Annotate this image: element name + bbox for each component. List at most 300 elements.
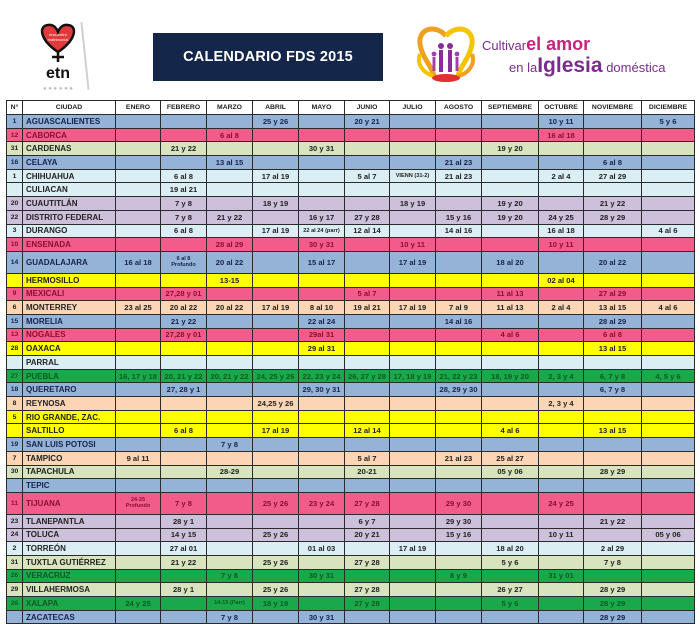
date-cell: 18 y 19 — [253, 597, 299, 611]
date-cell: 29 y 30 — [436, 492, 482, 514]
date-cell — [584, 142, 642, 156]
date-cell: 19 al 21 — [345, 301, 390, 315]
column-header: CIUDAD — [23, 101, 116, 115]
date-cell — [116, 583, 161, 597]
logo-line-2: en laIglesia doméstica — [509, 54, 666, 77]
date-cell — [436, 251, 482, 273]
date-cell: 21 al 23 — [436, 156, 482, 170]
date-cell — [116, 238, 161, 252]
date-cell — [207, 410, 253, 424]
row-number: 2 — [7, 542, 23, 556]
date-cell: 21 y 22 — [207, 210, 253, 224]
date-cell — [253, 569, 299, 583]
date-cell — [207, 451, 253, 465]
date-cell — [584, 183, 642, 197]
date-cell — [207, 542, 253, 556]
date-cell — [253, 273, 299, 287]
date-cell — [482, 479, 539, 493]
date-cell: 4 al 6 — [482, 424, 539, 438]
date-cell — [482, 183, 539, 197]
date-cell: 18 al 20 — [482, 542, 539, 556]
date-cell — [253, 465, 299, 479]
row-number: 13 — [7, 328, 23, 342]
date-cell — [161, 465, 207, 479]
table-row — [7, 424, 695, 438]
date-cell: 2, 3 y 4 — [539, 369, 584, 383]
table-row — [7, 397, 695, 411]
date-cell — [390, 479, 436, 493]
date-cell — [482, 569, 539, 583]
date-cell — [161, 451, 207, 465]
date-cell: 7 y 8 — [207, 610, 253, 624]
date-cell — [584, 356, 642, 370]
date-cell: 28 y 1 — [161, 514, 207, 528]
date-cell — [539, 287, 584, 301]
date-cell — [116, 328, 161, 342]
date-cell — [253, 438, 299, 452]
table-row — [7, 115, 695, 129]
date-cell — [482, 410, 539, 424]
date-cell: 27,28 y 01 — [161, 328, 207, 342]
city-name: SAN LUIS POTOSI — [23, 438, 116, 452]
date-cell — [390, 210, 436, 224]
column-header: SEPTIEMBRE — [482, 101, 539, 115]
date-cell — [299, 183, 345, 197]
date-cell — [482, 397, 539, 411]
date-cell: 6 al 8 — [207, 128, 253, 142]
svg-text:● ● ● ● ● ●: ● ● ● ● ● ● — [42, 86, 74, 92]
date-cell — [642, 597, 695, 611]
city-name: CUAUTITLÁN — [23, 197, 116, 211]
date-cell — [345, 273, 390, 287]
date-cell — [436, 197, 482, 211]
city-name: TIJUANA — [23, 492, 116, 514]
date-cell — [390, 438, 436, 452]
date-cell: 14 y 15 — [161, 528, 207, 542]
table-row — [7, 183, 695, 197]
date-cell — [116, 397, 161, 411]
date-cell — [482, 342, 539, 356]
date-cell: 17 al 19 — [390, 542, 436, 556]
date-cell — [436, 142, 482, 156]
date-cell — [207, 287, 253, 301]
date-cell — [482, 169, 539, 183]
date-cell: 8 al 10 — [299, 301, 345, 315]
table-row — [7, 314, 695, 328]
table-row — [7, 569, 695, 583]
date-cell — [436, 128, 482, 142]
date-cell — [482, 610, 539, 624]
column-header: JULIO — [390, 101, 436, 115]
date-cell: 15 al 17 — [299, 251, 345, 273]
date-cell: 27, 28 y 1 — [161, 383, 207, 397]
date-cell: 6 y 7 — [345, 514, 390, 528]
city-name: ENSENADA — [23, 238, 116, 252]
date-cell — [390, 314, 436, 328]
date-cell — [161, 569, 207, 583]
date-cell — [161, 597, 207, 611]
date-cell — [436, 115, 482, 129]
date-cell — [390, 142, 436, 156]
row-number: 22 — [7, 210, 23, 224]
date-cell — [436, 583, 482, 597]
city-name: TOLUCA — [23, 528, 116, 542]
column-header: AGOSTO — [436, 101, 482, 115]
date-cell: 10 y 11 — [539, 115, 584, 129]
date-cell — [584, 479, 642, 493]
date-cell — [539, 328, 584, 342]
date-cell: 5 al 7 — [345, 287, 390, 301]
date-cell — [642, 210, 695, 224]
date-cell — [436, 610, 482, 624]
date-cell — [642, 542, 695, 556]
table-row — [7, 169, 695, 183]
date-cell: 24, 25 y 26 — [253, 369, 299, 383]
date-cell-line: 6 al 8 — [176, 256, 191, 263]
date-cell: 18 y 19 — [390, 197, 436, 211]
city-name: REYNOSA — [23, 397, 116, 411]
date-cell — [539, 142, 584, 156]
date-cell — [390, 555, 436, 569]
date-cell: 28-29 — [207, 465, 253, 479]
date-cell — [390, 273, 436, 287]
date-cell — [539, 251, 584, 273]
date-cell: 7 y 8 — [207, 569, 253, 583]
city-name: HERMOSILLO — [23, 273, 116, 287]
date-cell — [116, 569, 161, 583]
date-cell — [642, 342, 695, 356]
date-cell: 6 al 8 — [584, 156, 642, 170]
date-cell: 17 al 19 — [253, 301, 299, 315]
date-cell: VIENN (31-2) — [390, 169, 436, 183]
table-row — [7, 479, 695, 493]
date-cell-line: Profundo — [171, 262, 196, 269]
date-cell — [299, 451, 345, 465]
date-cell: 28 y 29 — [584, 210, 642, 224]
date-cell: 6 al 8 — [584, 328, 642, 342]
date-cell: 22 al 24 (parr) — [299, 224, 345, 238]
date-cell: 05 y 06 — [642, 528, 695, 542]
date-cell: 18, 19 y 20 — [482, 369, 539, 383]
date-cell: 10 y 11 — [539, 528, 584, 542]
row-number: 5 — [7, 410, 23, 424]
date-cell — [253, 314, 299, 328]
date-cell — [642, 397, 695, 411]
date-cell — [116, 424, 161, 438]
date-cell: 7 y 8 — [161, 197, 207, 211]
city-name: OAXACA — [23, 342, 116, 356]
date-cell — [207, 115, 253, 129]
row-number — [7, 183, 23, 197]
date-cell — [253, 410, 299, 424]
date-cell — [207, 342, 253, 356]
date-cell: 28 y 29 — [584, 610, 642, 624]
date-cell: 27 y 28 — [345, 583, 390, 597]
date-cell — [482, 438, 539, 452]
date-cell — [642, 492, 695, 514]
row-number: 8 — [7, 397, 23, 411]
date-cell — [253, 128, 299, 142]
date-cell — [345, 542, 390, 556]
date-cell: 17 al 19 — [253, 424, 299, 438]
table-row — [7, 224, 695, 238]
date-cell: 30 y 31 — [299, 569, 345, 583]
date-cell — [642, 287, 695, 301]
date-cell: 13 al 15 — [584, 424, 642, 438]
date-cell — [207, 479, 253, 493]
date-cell — [436, 410, 482, 424]
date-cell — [116, 410, 161, 424]
date-cell: 22 al 24 — [299, 314, 345, 328]
city-name: TLANEPANTLA — [23, 514, 116, 528]
date-cell: 20, 21 y 22 — [161, 369, 207, 383]
table-row — [7, 128, 695, 142]
date-cell — [642, 169, 695, 183]
row-number: 3 — [7, 224, 23, 238]
date-cell — [482, 383, 539, 397]
column-header: MAYO — [299, 101, 345, 115]
date-cell — [390, 397, 436, 411]
date-cell — [642, 569, 695, 583]
date-cell — [299, 597, 345, 611]
row-number: 18 — [7, 383, 23, 397]
date-cell — [642, 465, 695, 479]
date-cell — [390, 183, 436, 197]
city-name: XALAPA — [23, 597, 116, 611]
date-cell — [436, 287, 482, 301]
date-cell: 27 al 29 — [584, 169, 642, 183]
date-cell: 17 al 19 — [253, 169, 299, 183]
date-cell: 16 al 18 — [539, 128, 584, 142]
date-cell — [482, 224, 539, 238]
date-cell: 21, 22 y 23 — [436, 369, 482, 383]
table-row — [7, 287, 695, 301]
date-cell — [253, 542, 299, 556]
date-cell: 24 y 25 — [116, 597, 161, 611]
date-cell: 21 al 23 — [436, 451, 482, 465]
table-row — [7, 465, 695, 479]
date-cell — [642, 156, 695, 170]
date-cell — [345, 438, 390, 452]
date-cell: 01 al 03 — [299, 542, 345, 556]
date-cell — [584, 238, 642, 252]
date-cell — [482, 128, 539, 142]
date-cell — [207, 328, 253, 342]
date-cell: 19 y 20 — [482, 210, 539, 224]
date-cell — [539, 465, 584, 479]
date-cell — [299, 128, 345, 142]
date-cell — [539, 542, 584, 556]
date-cell — [207, 583, 253, 597]
date-cell — [539, 555, 584, 569]
table-row — [7, 238, 695, 252]
heart-logo-icon — [28, 22, 98, 94]
date-cell: 17 al 19 — [390, 251, 436, 273]
date-cell — [436, 438, 482, 452]
date-cell: 5 al 7 — [345, 451, 390, 465]
date-cell — [642, 424, 695, 438]
date-cell — [116, 465, 161, 479]
date-cell — [345, 410, 390, 424]
date-cell — [584, 528, 642, 542]
date-cell — [584, 273, 642, 287]
date-cell — [482, 356, 539, 370]
city-name: MORELIA — [23, 314, 116, 328]
city-name: RIO GRANDE, ZAC. — [23, 410, 116, 424]
city-name: ZACATECAS — [23, 610, 116, 624]
date-cell — [161, 397, 207, 411]
date-cell — [345, 156, 390, 170]
date-cell: 6, 7 y 8 — [584, 369, 642, 383]
city-name: VILLAHERMOSA — [23, 583, 116, 597]
table-row — [7, 597, 695, 611]
date-cell: 15 y 16 — [436, 528, 482, 542]
column-header: DICIEMBRE — [642, 101, 695, 115]
row-number: 29 — [7, 583, 23, 597]
date-cell: 24,25 y 26 — [253, 397, 299, 411]
date-cell — [390, 342, 436, 356]
table-row — [7, 451, 695, 465]
date-cell: 7 y 8 — [207, 438, 253, 452]
date-cell — [539, 356, 584, 370]
date-cell — [436, 397, 482, 411]
table-row — [7, 555, 695, 569]
date-cell — [299, 514, 345, 528]
date-cell — [642, 479, 695, 493]
table-row — [7, 156, 695, 170]
date-cell: 5 y 6 — [482, 597, 539, 611]
date-cell: 20 al 22 — [207, 251, 253, 273]
date-cell — [207, 383, 253, 397]
date-cell: 25 y 26 — [253, 528, 299, 542]
row-number: 26 — [7, 569, 23, 583]
date-cell: 6 al 8 — [161, 224, 207, 238]
date-cell: 30 y 31 — [299, 610, 345, 624]
row-number: 19 — [7, 438, 23, 452]
date-cell — [253, 251, 299, 273]
date-cell — [390, 224, 436, 238]
date-cell: 6, 7 y 8 — [584, 383, 642, 397]
date-cell — [642, 328, 695, 342]
date-cell: 17 al 19 — [253, 224, 299, 238]
date-cell — [539, 583, 584, 597]
date-cell — [299, 583, 345, 597]
date-cell — [436, 424, 482, 438]
date-cell — [436, 597, 482, 611]
date-cell — [482, 314, 539, 328]
table-row — [7, 438, 695, 452]
date-cell — [390, 356, 436, 370]
date-cell: 14-15 (Parr) — [207, 597, 253, 611]
date-cell: 18 y 19 — [253, 197, 299, 211]
date-cell — [116, 356, 161, 370]
date-cell: 18 al 20 — [482, 251, 539, 273]
date-cell — [584, 115, 642, 129]
city-name: QUERETARO — [23, 383, 116, 397]
date-cell — [116, 492, 161, 514]
date-cell: 13 al 15 — [584, 301, 642, 315]
date-cell — [482, 528, 539, 542]
row-number — [7, 424, 23, 438]
date-cell — [642, 451, 695, 465]
date-cell — [207, 356, 253, 370]
date-cell — [116, 128, 161, 142]
date-cell — [390, 528, 436, 542]
date-cell: 4 al 6 — [642, 224, 695, 238]
date-cell — [345, 342, 390, 356]
date-cell — [161, 479, 207, 493]
date-cell — [539, 410, 584, 424]
date-cell — [253, 383, 299, 397]
city-name: CHIHUAHUA — [23, 169, 116, 183]
date-cell: 17, 18 y 19 — [390, 369, 436, 383]
city-name: NOGALES — [23, 328, 116, 342]
svg-text:etn: etn — [46, 65, 70, 82]
date-cell — [345, 397, 390, 411]
date-cell — [116, 610, 161, 624]
city-name: MEXICALI — [23, 287, 116, 301]
date-cell — [584, 438, 642, 452]
date-cell: 31 y 01 — [539, 569, 584, 583]
date-cell — [539, 183, 584, 197]
date-cell: 27 al 29 — [584, 287, 642, 301]
row-number: 30 — [7, 465, 23, 479]
date-cell — [584, 492, 642, 514]
row-number: 31 — [7, 142, 23, 156]
row-number: 26 — [7, 597, 23, 611]
date-cell — [161, 128, 207, 142]
date-cell: 25 y 26 — [253, 492, 299, 514]
date-cell — [299, 424, 345, 438]
date-cell — [253, 142, 299, 156]
date-cell — [436, 183, 482, 197]
date-cell: 25 y 26 — [253, 583, 299, 597]
date-cell — [390, 514, 436, 528]
date-cell: 5 y 6 — [642, 115, 695, 129]
date-cell — [390, 287, 436, 301]
date-cell: 10 y 11 — [539, 238, 584, 252]
date-cell: 10 y 11 — [390, 238, 436, 252]
table-row — [7, 142, 695, 156]
svg-text:encuentro: encuentro — [49, 32, 67, 37]
date-cell — [299, 115, 345, 129]
row-number: 11 — [7, 492, 23, 514]
date-cell — [253, 210, 299, 224]
date-cell: 24 y 25 — [539, 492, 584, 514]
row-number — [7, 273, 23, 287]
date-cell — [161, 342, 207, 356]
date-cell: 27 y 28 — [345, 597, 390, 611]
date-cell: 23 al 25 — [116, 301, 161, 315]
date-cell — [161, 273, 207, 287]
date-cell: 12 al 14 — [345, 224, 390, 238]
date-cell — [345, 328, 390, 342]
date-cell: 21 y 22 — [161, 314, 207, 328]
date-cell: 23 y 24 — [299, 492, 345, 514]
date-cell: 2 al 4 — [539, 169, 584, 183]
date-cell: 27 y 28 — [345, 492, 390, 514]
row-number: 9 — [7, 287, 23, 301]
table-row — [7, 251, 695, 273]
row-number — [7, 479, 23, 493]
date-cell — [299, 465, 345, 479]
date-cell — [390, 156, 436, 170]
date-cell — [116, 224, 161, 238]
date-cell — [161, 156, 207, 170]
date-cell — [253, 451, 299, 465]
date-cell: 21 y 22 — [161, 555, 207, 569]
date-cell: 7 y 8 — [161, 492, 207, 514]
